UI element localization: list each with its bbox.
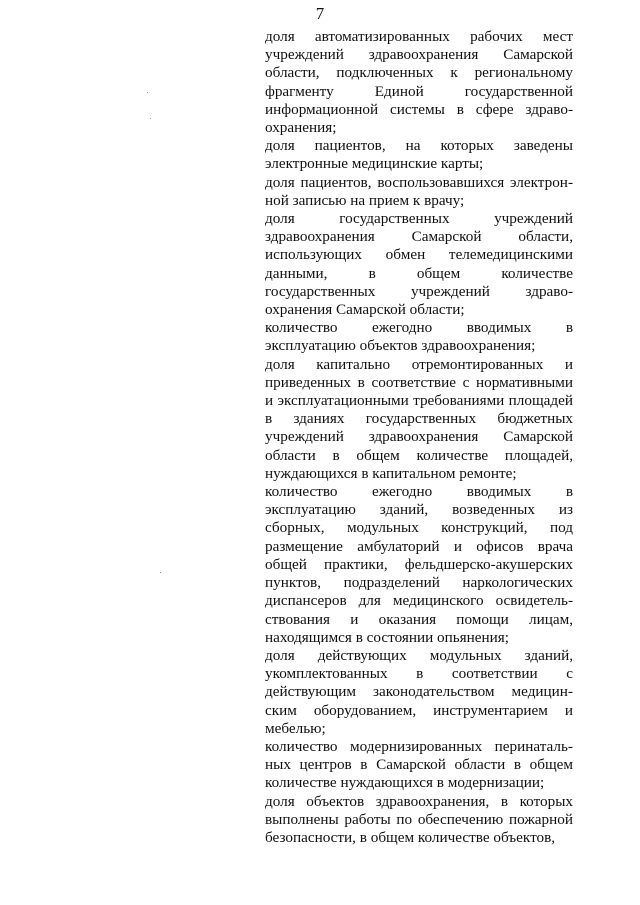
text-line: данными, в общем количестве (265, 264, 573, 282)
text-line: эксплуатацию объектов здравоохранения; (265, 337, 536, 355)
text-line: электронные медицинские карты; (265, 155, 484, 173)
list-item (265, 28, 573, 137)
text-line: учреждений здравоохранения Самарской (265, 46, 573, 64)
text-line: ствования и оказания помощи лицам, (265, 610, 573, 628)
text-line: пунктов, подразделений наркологических (265, 574, 573, 592)
text-line: доля действующих модульных зданий, (265, 646, 573, 664)
text-line: государственных учреждений здраво- (265, 282, 573, 300)
text-line: находящимся в состоянии опьянения; (265, 628, 510, 646)
text-line: ной записью на прием к врачу; (265, 191, 465, 209)
text-line: доля автоматизированных рабочих мест (265, 28, 573, 45)
text-line: ных центров в Самарской области в общем (265, 756, 573, 774)
text-line: выполнены работы по обеспечению пожарной (265, 810, 573, 828)
text-line: здравоохранения Самарской области, (265, 228, 573, 246)
text-line: приведенных в соответствие с нормативными (265, 373, 573, 391)
list-item (265, 137, 573, 173)
text-line: области, подключенных к региональному (265, 64, 573, 82)
text-line: и эксплуатационными требованиями площадей (265, 392, 573, 410)
list-item (265, 210, 573, 319)
text-line: укомплектованных в соответствии с (265, 665, 573, 683)
text-line: общей практики, фельдшерско-акушерских (265, 555, 573, 573)
list-item (265, 356, 573, 483)
text-line: охранения Самарской области; (265, 301, 465, 319)
list-item (265, 647, 573, 738)
text-line: размещение амбулаторий и офисов врача (265, 537, 573, 555)
text-line: доля капитально отремонтированных и (265, 355, 573, 373)
text-line: в зданиях государственных бюджетных (265, 410, 573, 428)
text-line: фрагменту Единой государственной (265, 82, 573, 100)
text-line: доля пациентов, на которых заведены (265, 137, 573, 155)
text-line: эксплуатацию зданий, возведенных из (265, 501, 573, 519)
text-line: действующим законодательством медицин- (265, 683, 573, 701)
text-column (265, 28, 573, 847)
text-line: диспансеров для медицинского освидетель- (265, 592, 573, 610)
text-line: информационной системы в сфере здраво- (265, 100, 573, 118)
text-line: мебелью; (265, 719, 326, 737)
text-line: учреждений здравоохранения Самарской (265, 428, 573, 446)
text-line: сборных, модульных конструкций, под (265, 519, 573, 537)
page-number: 7 (315, 4, 325, 23)
list-item (265, 319, 573, 355)
text-line: ским оборудованием, инструментарием и (265, 701, 573, 719)
text-line: охранения; (265, 119, 337, 137)
text-line: использующих обмен телемедицинскими (265, 246, 573, 264)
text-line: нуждающихся в капитальном ремонте; (265, 464, 517, 482)
text-line: количество ежегодно вводимых в (265, 319, 573, 337)
text-line: безопасности, в общем количестве объектов, (265, 828, 556, 846)
list-item (265, 174, 573, 210)
text-line: доля государственных учреждений (265, 210, 573, 228)
list-item (265, 793, 573, 848)
list-item (265, 738, 573, 793)
scan-speck (147, 92, 148, 93)
text-line: доля объектов здравоохранения, в которых (265, 792, 573, 810)
text-line: количестве нуждающихся в модернизации; (265, 774, 545, 792)
text-line: области в общем количестве площадей, (265, 446, 573, 464)
scan-speck (160, 572, 161, 573)
list-item (265, 483, 573, 647)
scan-speck (150, 118, 151, 119)
text-line: количество ежегодно вводимых в (265, 483, 573, 501)
text-line: доля пациентов, воспользовавшихся электрон- (265, 173, 573, 191)
text-line: количество модернизированных перинаталь- (265, 737, 573, 755)
